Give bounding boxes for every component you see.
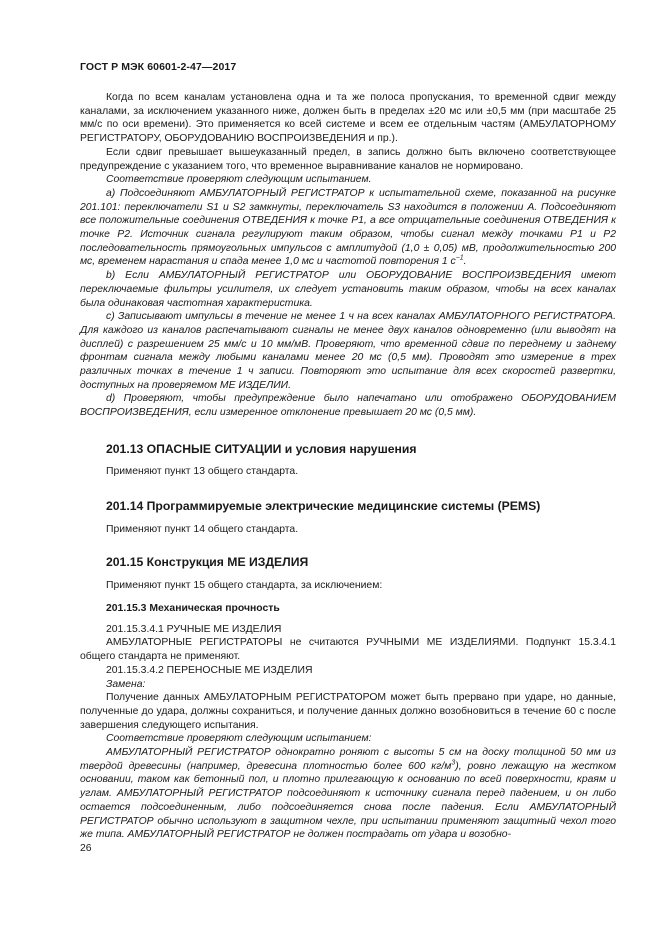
section-13-heading: 201.13 ОПАСНЫЕ СИТУАЦИИ и условия нарушения: [106, 441, 417, 456]
section-15-3-4-1-heading: 201.15.3.4.1 РУЧНЫЕ МЕ ИЗДЕЛИЯ: [106, 623, 282, 635]
drop-test-text-b: ), ровно лежащую на жестком основании, таком как бетонный пол, и плотно прилегающую к основанию по всей поверхности, краям и углам. АМБУЛАТОРНЫЙ РЕГИСТРАТОР подсоединяют к источнику сигнала перед падением, и он либо остается подсоединенным, либо подсоединяется снова после падения. Если АМБУЛАТОРНЫЙ РЕГИСТРАТОР обычно используют в защитном чехле, при испытании применяют защитный чехол того же типа. АМБУЛАТОРНЫЙ РЕГИСТРАТОР не должен пострадать от удара и возобно-: [80, 760, 616, 841]
paragraph-test-a: [80, 187, 616, 269]
paragraph-compliance: Соответствие проверяют следующим испытанием.: [106, 174, 372, 186]
drop-test-paragraph: [80, 746, 616, 842]
section-14-heading: 201.14 Программируемые электрические медицинские системы (PEMS): [106, 498, 541, 513]
section-13-text: Применяют пункт 13 общего стандарта.: [106, 465, 299, 477]
drop-test-superscript: 3: [451, 759, 456, 767]
test-a-superscript: −1: [455, 254, 464, 262]
section-15-text: Применяют пункт 15 общего стандарта, за исключением:: [106, 580, 383, 592]
section-14-text: Применяют пункт 14 общего стандарта.: [106, 523, 299, 535]
page-number: 26: [80, 843, 92, 854]
section-15-3-4-2-text: Получение данных АМБУЛАТОРНЫМ РЕГИСТРАТОРОМ может быть прервано при ударе, но данные, полученные до удара, должны сохраниться, и получение данных должно возобновиться в течение 60 с после завершения следующего испытания.: [80, 692, 616, 731]
drop-test-compliance: Соответствие проверяют следующим испытанием:: [106, 733, 372, 745]
paragraph-warning: Если сдвиг превышает вышеуказанный предел, в запись должно быть включено соответствующее предупреждение с указанием того, что временное выравнивание каналов не нормировано.: [80, 146, 616, 172]
test-a-text: а) Подсоединяют АМБУЛАТОРНЫЙ РЕГИСТРАТОР к испытательной схеме, показанной на рисунке 201.101: переключатели S1 и S2 замкнуты, переключатель S3 находится в положении А. Подсоединяют все положительные соединения ОТВЕДЕНИЯ к точке Р1, а все отрицательные соединения ОТВЕДЕНИЯ к точке Р2. Источник сигнала регулируют таким образом, чтобы сигнал между точками Р1 и Р2 последовательность прямоугольных импульсов с амплитудой (1,0 ± 0,05) мВ, продолжительностью 200 мс, временем нарастания и спада менее 1,0 мс и частотой повторения 1 с: [80, 187, 616, 268]
section-15-heading: 201.15 Конструкция МЕ ИЗДЕЛИЯ: [106, 555, 309, 570]
paragraph-time-shift: Когда по всем каналам установлена одна и та же полоса пропускания, то временной сдвиг между каналами, за исключением указанного ниже, должен быть в пределах ±20 мс или ±0,5 мм (при масштабе 25 мм/с по оси времени). Это применяется ко всей системе и всем ее отдельным частям (АМБУЛАТОРНОМУ РЕГИСТРАТОРУ, ОБОРУДОВАНИЮ ВОСПРОИЗВЕДЕНИЯ и пр.).: [80, 92, 616, 145]
section-15-3-4-2-heading: 201.15.3.4.2 ПЕРЕНОСНЫЕ МЕ ИЗДЕЛИЯ: [106, 664, 313, 676]
replacement-label: Замена:: [106, 678, 146, 690]
drop-test-text-a: АМБУЛАТОРНЫЙ РЕГИСТРАТОР однократно роняют с высоты 5 см на доску толщиной 50 мм из твердой древесины (например, древесина плотностью более 600 кг/м: [80, 747, 616, 772]
paragraph-test-b: b) Если АМБУЛАТОРНЫЙ РЕГИСТРАТОР или ОБОРУДОВАНИЕ ВОСПРОИЗВЕДЕНИЯ имеют переключаемые фильтры усилителя, их следует установить таким образом, чтобы на всех каналах была одинаковая частотная характеристика.: [80, 270, 616, 309]
document-header: ГОСТ Р МЭК 60601-2-47—2017: [80, 61, 237, 73]
paragraph-test-d: d) Проверяют, чтобы предупреждение было напечатано или отображено ОБОРУДОВАНИЕМ ВОСПРОИЗВЕДЕНИЯ, если измеренное отклонение превышает 20 мс (0,5 мм).: [80, 393, 616, 419]
test-a-end: .: [463, 256, 467, 268]
paragraph-test-c: c) Записывают импульсы в течение не менее 1 ч на всех каналах АМБУЛАТОРНОГО РЕГИСТРАТОРА. Для каждого из каналов распечатывают сигналы не менее двух каналов одновременно (или выводят на дисплей) с разрешением 25 мм/с и 10 мм/мВ. Проверяют, что временной сдвиг по переднему и заднему фронтам сигнала между любыми каналами менее 20 мс (0,5 мм). Проводят это измерение в трех различных точках в течение 1 ч записи. Повторяют это испытание для всех скоростей развертки, доступных на проверяемом МЕ ИЗДЕЛИИ.: [80, 311, 616, 391]
page-content: [80, 91, 616, 842]
section-15-3-4-1-text: АМБУЛАТОРНЫЕ РЕГИСТРАТОРЫ не считаются РУЧНЫМИ МЕ ИЗДЕЛИЯМИ. Подпункт 15.3.4.1 общего стандарта не применяют.: [80, 637, 616, 663]
section-15-3-heading: 201.15.3 Механическая прочность: [106, 602, 280, 614]
